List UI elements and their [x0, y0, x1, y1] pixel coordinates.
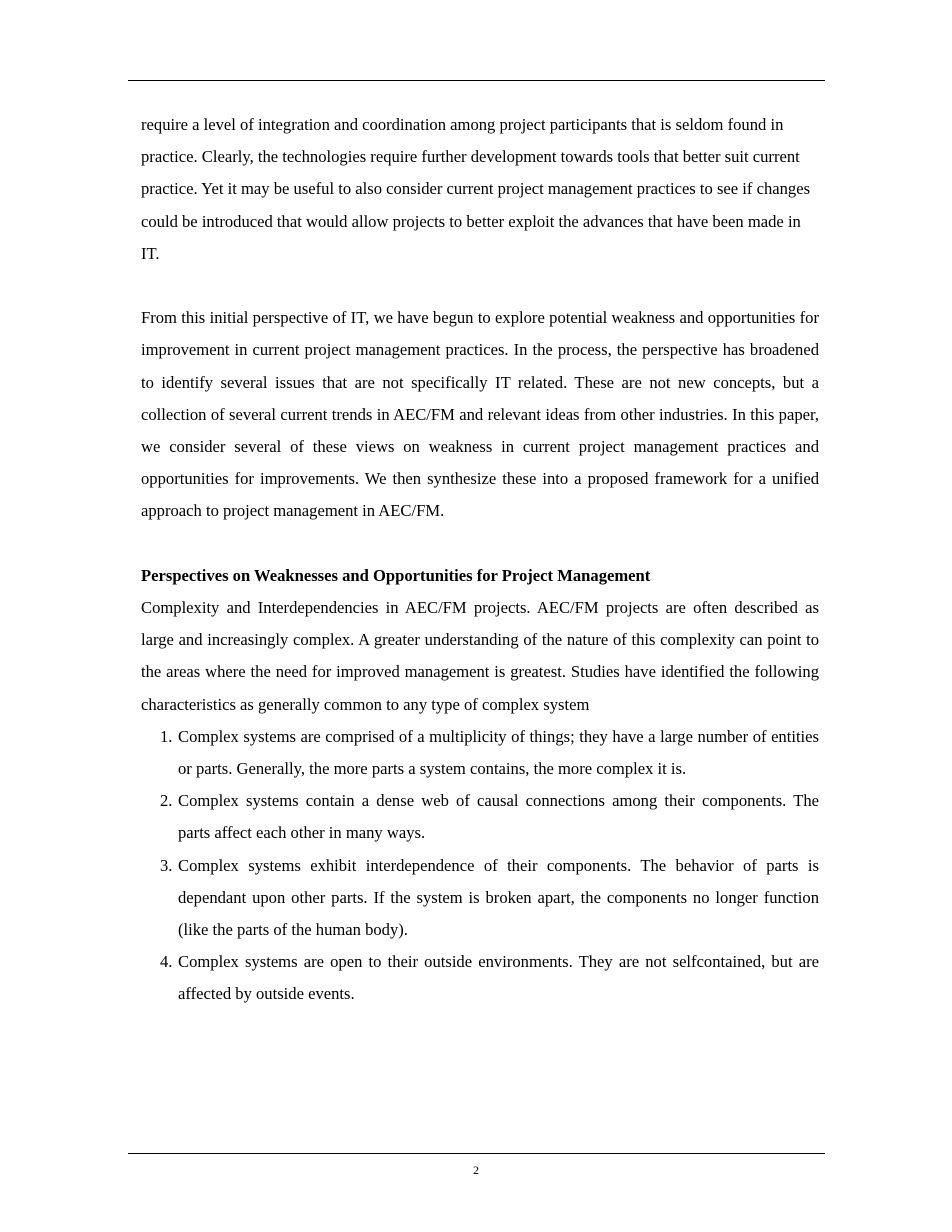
list-item-number: 3. [160, 855, 173, 875]
list-item-text: Complex systems are comprised of a multiplicity of things; they have a large number of entities or parts. Generally, the more parts a system contains, the more complex it is. [178, 726, 819, 779]
paragraph-it-perspective: From this initial perspective of IT, we have begun to explore potential weakness and opportunities for improvement in current project management practices. In the process, the perspective has broadened to identify several issues that are not specifically IT related. These are not new concepts, but a collection of several current trends in AEC/FM and relevant ideas from other industries. In this paper, we consider several of these views on weakness in current project management practices and opportunities for improvements. We then synthesize these into a proposed framework for a unified approach to project management in AEC/FM. [141, 308, 819, 521]
paragraph-gap [141, 270, 819, 302]
paragraph-continuation: require a level of integration and coordination among project participants that is seldom found in practice. Clearly, the technologies require further development towards tools that better suit current practice. Yet it may be useful to also consider current project management practices to see if changes could be introduced that would allow projects to better exploit the advances that have been made in IT. [141, 115, 811, 263]
paragraph-gap [141, 528, 819, 560]
page-body [141, 109, 819, 1011]
list-item-number: 2. [160, 791, 173, 811]
list-item-number: 4. [160, 952, 173, 972]
section-intro: Complexity and Interdependencies in AEC/FM projects. AEC/FM projects are often described as large and increasingly complex. A greater understanding of the nature of this complexity can point to the areas where the need for improved management is greatest. Studies have identified the following characteristics as generally common to any type of complex system [141, 598, 819, 714]
list-item [141, 785, 819, 849]
list-item-text: Complex systems exhibit interdependence of their components. The behavior of parts is dependant upon other parts. If the system is broken apart, the components no longer function (like the parts of the human body). [178, 855, 819, 940]
header-rule [128, 80, 825, 81]
page-number: 2 [473, 1163, 479, 1177]
list-item [141, 850, 819, 947]
footer-rule [128, 1153, 825, 1154]
list-item-number: 1. [160, 726, 173, 746]
list-item-text: Complex systems are open to their outside environments. They are not selfcontained, but are affected by outside events. [178, 952, 819, 1004]
complexity-list [141, 721, 819, 1011]
list-item [141, 721, 819, 785]
list-item-text: Complex systems contain a dense web of causal connections among their components. The parts affect each other in many ways. [178, 791, 819, 843]
list-item [141, 946, 819, 1010]
section-heading: Perspectives on Weaknesses and Opportunities for Project Management [141, 565, 651, 585]
